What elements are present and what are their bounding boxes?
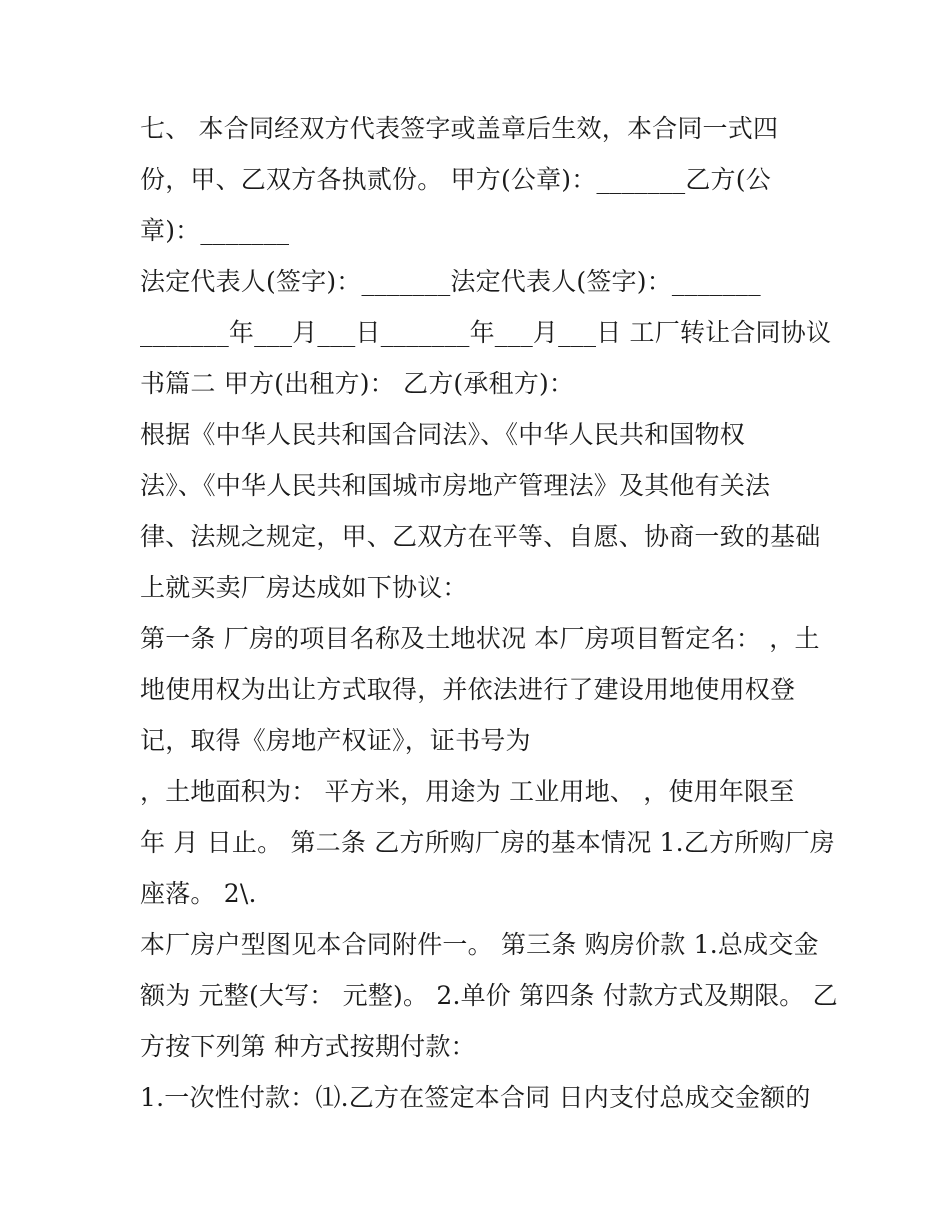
text-line-12: 地使用权为出让方式取得，并依法进行了建设用地使用权登 xyxy=(140,675,796,704)
text-line-13: 记，取得《房地产权证》，证书号为 xyxy=(140,726,531,755)
text-line-1: 七、 本合同经双方代表签字或盖章后生效，本合同一式四 xyxy=(140,114,779,143)
text-line-18: 额为 元整(大写： 元整)。 2.单价 第四条 付款方式及期限。 乙 xyxy=(140,981,838,1010)
text-line-9: 律、法规之规定，甲、乙双方在平等、自愿、协商一致的基础 xyxy=(140,522,821,551)
text-line-20: 1.一次性付款：⑴.乙方在签定本合同 日内支付总成交金额的 xyxy=(140,1083,811,1112)
text-line-5: _______年___月___日_______年___月___日 工厂转让合同协议 xyxy=(140,318,832,347)
text-line-17: 本厂房户型图见本合同附件一。 第三条 购房价款 1.总成交金 xyxy=(140,930,819,959)
text-line-7: 根据《中华人民共和国合同法》、《中华人民共和国物权 xyxy=(140,420,746,449)
text-line-8: 法》、《中华人民共和国城市房地产管理法》及其他有关法 xyxy=(140,471,771,500)
text-line-19: 方按下列第 种方式按期付款： xyxy=(140,1032,476,1061)
text-line-14: ，土地面积为： 平方米，用途为 工业用地、 ，使用年限至 xyxy=(140,777,795,806)
text-line-6: 书篇二 甲方(出租方)： 乙方(承租方)： xyxy=(140,369,575,398)
text-line-2: 份，甲、乙双方各执贰份。 甲方(公章)：_______乙方(公 xyxy=(140,165,771,194)
text-line-4: 法定代表人(签字)：_______法定代表人(签字)：_______ xyxy=(140,267,761,296)
text-line-11: 第一条 厂房的项目名称及土地状况 本厂房项目暂定名： ，土 xyxy=(140,624,820,653)
text-line-10: 上就买卖厂房达成如下协议： xyxy=(140,573,468,602)
text-line-15: 年 月 日止。 第二条 乙方所购厂房的基本情况 1.乙方所购厂房 xyxy=(140,828,835,857)
text-line-3: 章)：_______ xyxy=(140,216,290,245)
text-line-16: 座落。 2\. xyxy=(140,879,257,908)
